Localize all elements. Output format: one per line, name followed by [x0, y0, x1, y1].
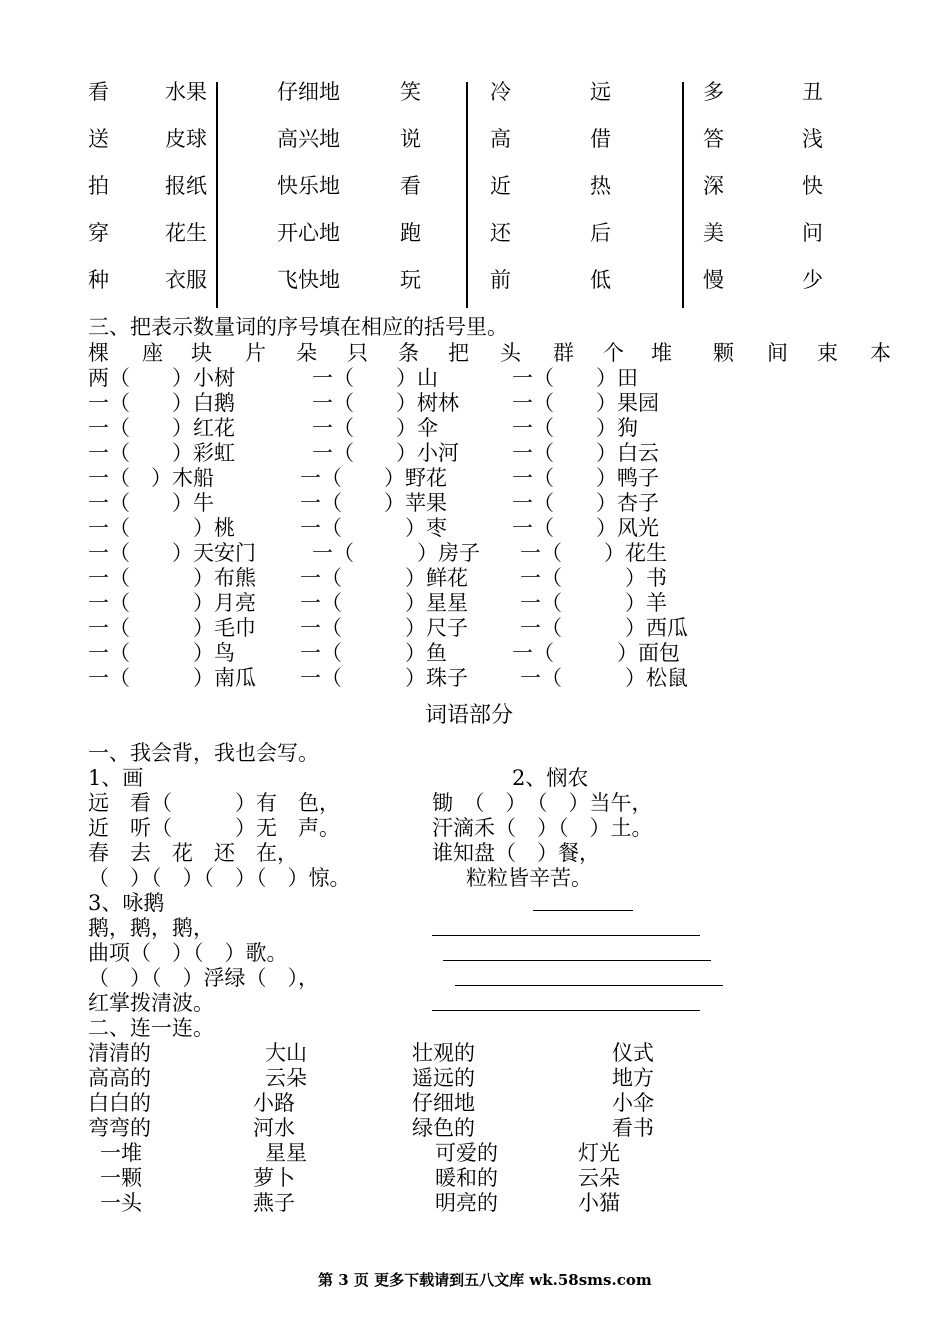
fill-blank-item: 一（ ）尺子 [300, 616, 468, 640]
connect-word: 大山 [265, 1041, 307, 1065]
poem-line: 谁知盘（ ）餐， [432, 841, 600, 865]
poem-line: 粒粒皆辛苦。 [466, 866, 592, 890]
match-word: 还 [490, 221, 511, 245]
connect-word: 清清的 [88, 1041, 151, 1065]
fill-blank-item: 两（ ）小树 [88, 366, 235, 390]
match-word: 种 [88, 268, 109, 292]
measure-word: 间 [767, 341, 788, 365]
fill-blank-item: 一（ ）树林 [312, 391, 459, 415]
match-word: 深 [703, 174, 724, 198]
poem-line: （ ）（ ）浮绿（ ）， [88, 966, 319, 990]
fill-blank-item: 一（ ）布熊 [88, 566, 256, 590]
match-word: 跑 [400, 221, 421, 245]
connect-word: 高高的 [88, 1066, 151, 1090]
poem-title: 1、画 [88, 766, 144, 790]
connect-word: 白白的 [88, 1091, 151, 1115]
measure-word: 本 [870, 341, 891, 365]
measure-word: 座 [142, 341, 163, 365]
fill-blank-item: 一（ ）羊 [520, 591, 667, 615]
fill-blank-item: 一（ ）杏子 [512, 491, 659, 515]
section-title: 词语部分 [425, 703, 514, 728]
measure-word: 块 [191, 341, 212, 365]
match-word: 皮球 [165, 127, 207, 151]
match-word: 多 [703, 80, 724, 104]
fill-blank-item: 一（ ）白鹅 [88, 391, 235, 415]
writing-line [432, 1010, 700, 1011]
connect-word: 云朵 [578, 1166, 620, 1190]
fill-blank-item: 一（ ）天安门 [88, 541, 256, 565]
poem-line: 锄 （ ） （ ）当午， [432, 791, 653, 815]
writing-line [432, 935, 700, 936]
measure-word: 把 [448, 341, 469, 365]
connect-word: 一头 [100, 1191, 142, 1215]
match-word: 问 [802, 221, 823, 245]
connect-word: 一堆 [100, 1141, 142, 1165]
match-word: 笑 [400, 80, 421, 104]
measure-word: 片 [245, 341, 266, 365]
match-word: 热 [590, 174, 611, 198]
column-divider [682, 82, 684, 308]
match-word: 拍 [88, 174, 109, 198]
measure-word: 颗 [713, 341, 734, 365]
poem-line: 远 看（ ）有 色， [88, 791, 340, 815]
column-divider [216, 82, 218, 308]
section-heading: 一、我会背，我也会写。 [88, 741, 319, 765]
fill-blank-item: 一（ ）面包 [512, 641, 680, 665]
match-word: 冷 [490, 80, 511, 104]
match-word: 飞快地 [277, 268, 340, 292]
fill-blank-item: 一（ ）野花 [300, 466, 447, 490]
page-footer: 第 3 页 更多下载请到五八文库 wk.58sms.com [318, 1271, 652, 1289]
fill-blank-item: 一（ ）伞 [312, 416, 438, 440]
fill-blank-item: 一（ ）月亮 [88, 591, 256, 615]
connect-word: 地方 [612, 1066, 654, 1090]
poem-line: 汗滴禾（ ）（ ）土。 [432, 816, 653, 840]
match-word: 穿 [88, 221, 109, 245]
fill-blank-item: 一（ ）星星 [300, 591, 468, 615]
fill-blank-item: 一（ ）鱼 [300, 641, 447, 665]
match-word: 美 [703, 221, 724, 245]
writing-line [533, 910, 633, 911]
fill-blank-item: 一（ ）红花 [88, 416, 235, 440]
connect-word: 小猫 [578, 1191, 620, 1215]
match-word: 答 [703, 127, 724, 151]
connect-word: 萝卜 [253, 1166, 295, 1190]
measure-word: 群 [553, 341, 574, 365]
match-word: 衣服 [165, 268, 207, 292]
match-word: 慢 [703, 268, 724, 292]
fill-blank-item: 一（ ）毛巾 [88, 616, 256, 640]
poem-title: 3、咏鹅 [88, 891, 165, 915]
section-heading: 二、连一连。 [88, 1016, 214, 1040]
match-word: 仔细地 [277, 80, 340, 104]
poem-line: 鹅，鹅，鹅， [88, 916, 214, 940]
match-word: 报纸 [165, 174, 207, 198]
connect-word: 河水 [253, 1116, 295, 1140]
fill-blank-item: 一（ ）房子 [312, 541, 480, 565]
match-word: 花生 [165, 221, 207, 245]
fill-blank-item: 一（ ）鸭子 [512, 466, 659, 490]
connect-word: 星星 [265, 1141, 307, 1165]
match-word: 快乐地 [277, 174, 340, 198]
column-divider [466, 82, 468, 308]
match-word: 后 [590, 221, 611, 245]
match-word: 说 [400, 127, 421, 151]
connect-word: 绿色的 [412, 1116, 475, 1140]
poem-title: 2、悯农 [512, 766, 589, 790]
measure-word: 束 [817, 341, 838, 365]
poem-line: 春 去 花 还 在， [88, 841, 298, 865]
match-word: 送 [88, 127, 109, 151]
fill-blank-item: 一（ ）山 [312, 366, 438, 390]
match-word: 少 [802, 268, 823, 292]
fill-blank-item: 一（ ）鲜花 [300, 566, 468, 590]
connect-word: 可爱的 [435, 1141, 498, 1165]
connect-word: 燕子 [253, 1191, 295, 1215]
connect-word: 仔细地 [412, 1091, 475, 1115]
measure-word: 朵 [296, 341, 317, 365]
match-word: 快 [802, 174, 823, 198]
fill-blank-item: 一（ ）狗 [512, 416, 638, 440]
fill-blank-item: 一（ ）苹果 [300, 491, 447, 515]
writing-line [443, 960, 711, 961]
fill-blank-item: 一（ ）珠子 [300, 666, 468, 690]
match-word: 水果 [165, 80, 207, 104]
poem-line: 近 听（ ）无 声。 [88, 816, 340, 840]
connect-word: 暖和的 [435, 1166, 498, 1190]
match-word: 近 [490, 174, 511, 198]
fill-blank-item: 一（ ）西瓜 [520, 616, 688, 640]
fill-blank-item: 一（ ）枣 [300, 516, 447, 540]
poem-line: 红掌拨清波。 [88, 991, 214, 1015]
fill-blank-item: 一（ ）小河 [312, 441, 459, 465]
match-word: 低 [590, 268, 611, 292]
match-word: 前 [490, 268, 511, 292]
match-word: 看 [88, 80, 109, 104]
measure-word: 只 [347, 341, 368, 365]
writing-line [455, 985, 723, 986]
match-word: 浅 [802, 127, 823, 151]
measure-word: 条 [398, 341, 419, 365]
match-word: 远 [590, 80, 611, 104]
match-word: 借 [590, 127, 611, 151]
fill-blank-item: 一（ ）鸟 [88, 641, 235, 665]
fill-blank-item: 一（ ）花生 [520, 541, 667, 565]
fill-blank-item: 一（ ）牛 [88, 491, 214, 515]
fill-blank-item: 一（ ）松鼠 [520, 666, 688, 690]
connect-word: 灯光 [578, 1141, 620, 1165]
connect-word: 一颗 [100, 1166, 142, 1190]
fill-blank-item: 一（ ）木船 [88, 466, 214, 490]
connect-word: 壮观的 [412, 1041, 475, 1065]
measure-word: 棵 [88, 341, 109, 365]
fill-blank-item: 一（ ）田 [512, 366, 638, 390]
fill-blank-item: 一（ ）南瓜 [88, 666, 256, 690]
connect-word: 明亮的 [435, 1191, 498, 1215]
measure-word: 头 [500, 341, 521, 365]
connect-word: 遥远的 [412, 1066, 475, 1090]
match-word: 高兴地 [277, 127, 340, 151]
match-word: 玩 [400, 268, 421, 292]
connect-word: 仪式 [612, 1041, 654, 1065]
match-word: 看 [400, 174, 421, 198]
measure-word: 堆 [651, 341, 672, 365]
match-word: 高 [490, 127, 511, 151]
connect-word: 弯弯的 [88, 1116, 151, 1140]
measure-word: 个 [603, 341, 624, 365]
match-word: 丑 [802, 80, 823, 104]
fill-blank-item: 一（ ）果园 [512, 391, 659, 415]
match-word: 开心地 [277, 221, 340, 245]
fill-blank-item: 一（ ）彩虹 [88, 441, 235, 465]
connect-word: 小路 [253, 1091, 295, 1115]
connect-word: 小伞 [612, 1091, 654, 1115]
connect-word: 看书 [612, 1116, 654, 1140]
fill-blank-item: 一（ ）风光 [512, 516, 659, 540]
section-heading: 三、把表示数量词的序号填在相应的括号里。 [88, 315, 508, 339]
fill-blank-item: 一（ ）桃 [88, 516, 235, 540]
fill-blank-item: 一（ ）书 [520, 566, 667, 590]
poem-line: （ ）（ ）（ ）（ ）惊。 [88, 866, 351, 890]
poem-line: 曲项（ ）（ ）歌。 [88, 941, 288, 965]
connect-word: 云朵 [265, 1066, 307, 1090]
fill-blank-item: 一（ ）白云 [512, 441, 659, 465]
